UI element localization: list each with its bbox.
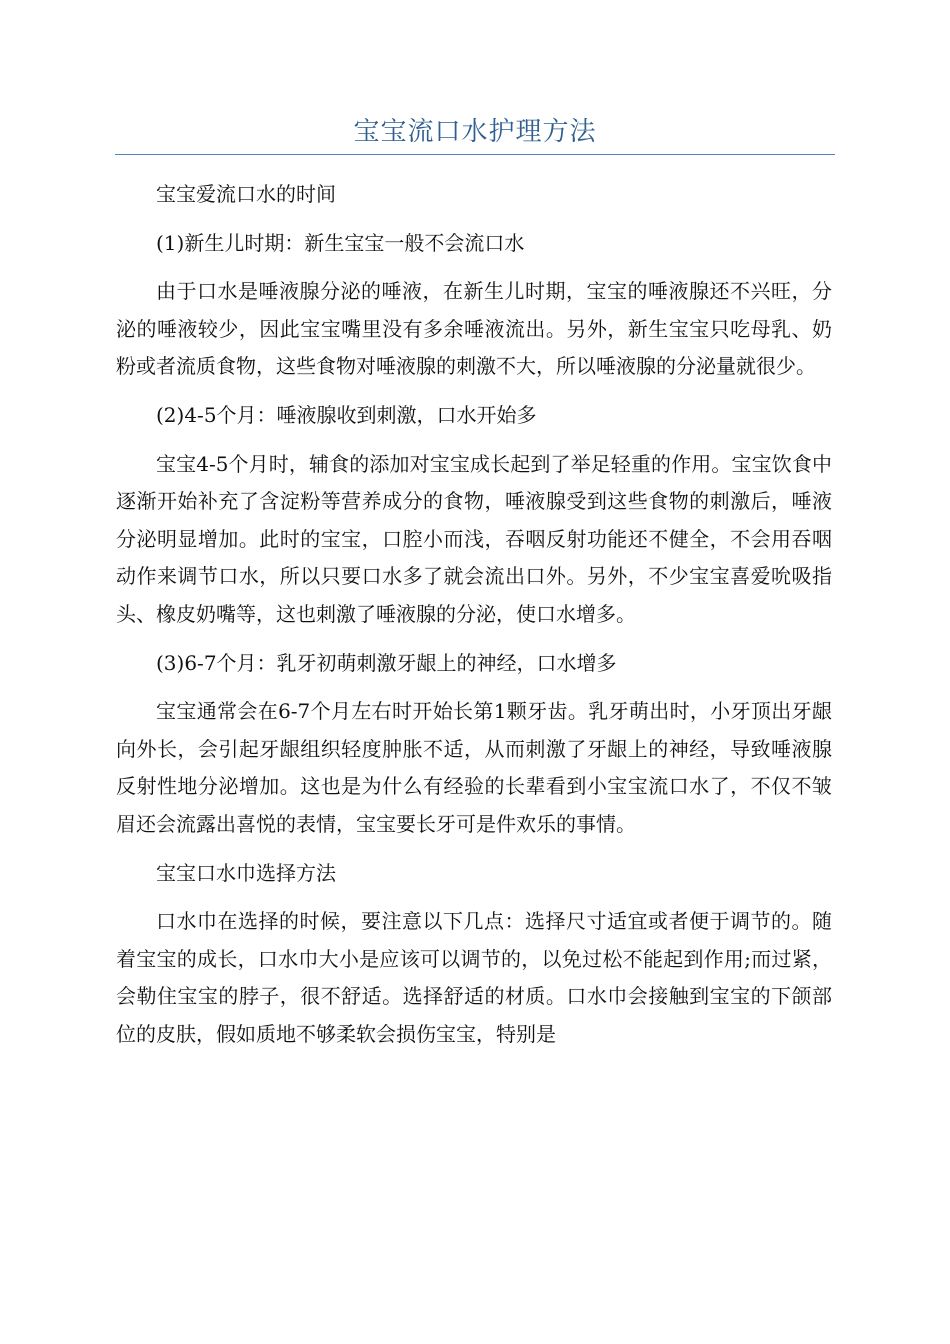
paragraph-newborn: 由于口水是唾液腺分泌的唾液，在新生儿时期，宝宝的唾液腺还不兴旺，分泌的唾液较少，因此宝宝嘴里没有多余唾液流出。另外，新生宝宝只吃母乳、奶粉或者流质食物，这些食物对唾液腺的刺激不大，所以唾液腺的分泌量就很少。 — [116, 279, 832, 379]
section-heading-drool-timing: 宝宝爱流口水的时间 — [156, 182, 336, 206]
subheading-6-7-months: (3)6-7个月：乳牙初萌刺激牙龈上的神经，口水增多 — [156, 650, 617, 675]
paragraph-bib-selection: 口水巾在选择的时候，要注意以下几点：选择尺寸适宜或者便于调节的。随着宝宝的成长，口水巾大小是应该可以调节的，以免过松不能起到作用;而过紧，会勒住宝宝的脖子，很不舒适。选择舒适的材质。口水巾会接触到宝宝的下颌部位的皮肤，假如质地不够柔软会损伤宝宝，特别是 — [116, 909, 832, 1046]
paragraph-6-7-months: 宝宝通常会在6-7个月左右时开始长第1颗牙齿。乳牙萌出时，小牙顶出牙龈向外长，会引起牙龈组织轻度肿胀不适，从而刺激了牙龈上的神经，导致唾液腺反射性地分泌增加。这也是为什么有经验的长辈看到小宝宝流口水了，不仅不皱眉还会流露出喜悦的表情，宝宝要长牙可是件欢乐的事情。 — [116, 699, 832, 836]
paragraph-4-5-months: 宝宝4-5个月时，辅食的添加对宝宝成长起到了举足轻重的作用。宝宝饮食中逐渐开始补充了含淀粉等营养成分的食物，唾液腺受到这些食物的刺激后，唾液分泌明显增加。此时的宝宝，口腔小而浅，吞咽反射功能还不健全，不会用吞咽动作来调节口水，所以只要口水多了就会流出口外。另外，不少宝宝喜爱吮吸指头、橡皮奶嘴等，这也刺激了唾液腺的分泌，使口水增多。 — [116, 451, 832, 626]
document-body — [116, 176, 832, 1064]
subheading-newborn: (1)新生儿时期：新生宝宝一般不会流口水 — [156, 230, 525, 255]
title-underline — [115, 154, 835, 155]
document-title: 宝宝流口水护理方法 — [353, 117, 597, 147]
section-heading-bib-selection: 宝宝口水巾选择方法 — [156, 860, 336, 885]
subheading-4-5-months: (2)4-5个月：唾液腺收到刺激，口水开始多 — [156, 402, 537, 427]
